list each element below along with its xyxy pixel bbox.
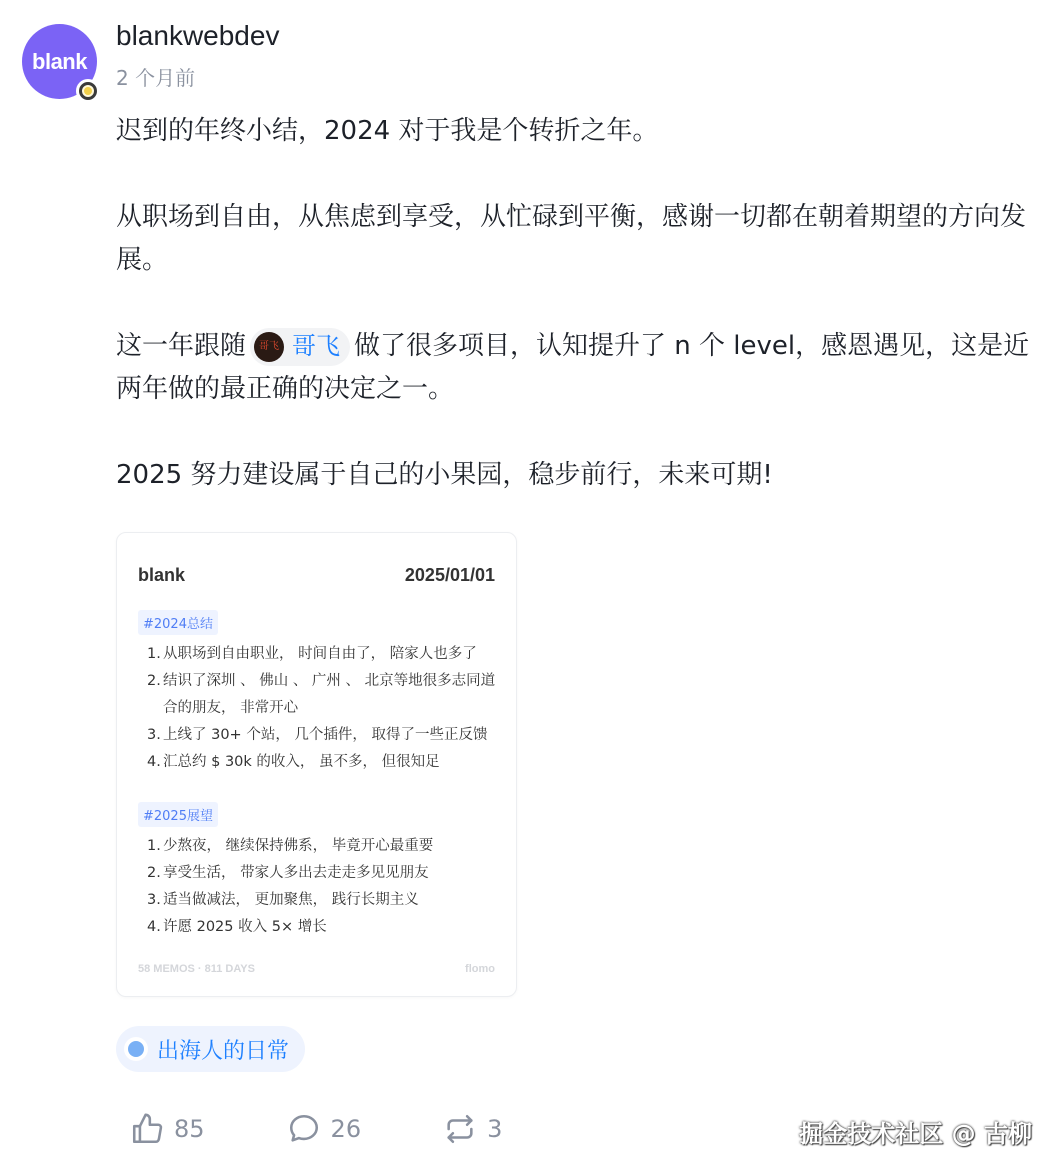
repost-count: 3 — [487, 1115, 503, 1143]
mention-name[interactable]: 哥飞 — [292, 332, 341, 360]
card-footer-stats: 58 MEMOS · 811 DAYS — [138, 963, 255, 975]
list-item: 1. 少熬夜， 继续保持佛系， 毕竟开心最重要 — [147, 838, 434, 854]
watermark: 掘金技术社区 @ 古柳 — [799, 1120, 1032, 1148]
card-footer — [138, 963, 495, 975]
list-item: 3. 上线了 30+ 个站， 几个插件， 取得了一些正反馈 — [147, 727, 488, 743]
list-item: 1. 从职场到自由职业， 时间自由了， 陪家人也多了 — [147, 646, 477, 662]
author-level-badge-icon — [76, 79, 100, 103]
card-list-2024 — [147, 641, 507, 776]
post-time: 2 个月前 — [116, 66, 196, 90]
card-footer-brand: flomo — [465, 963, 495, 975]
post-paragraph-3-after: 做了很多项目，认知提升了 n 个 level，感恩遇见，这是近两年做的最正确的决定之一。 — [116, 331, 1030, 404]
card-date: 2025/01/01 — [404, 565, 495, 585]
card-brand: blank — [138, 565, 186, 585]
topic-tag-button[interactable] — [116, 1026, 305, 1072]
comment-icon — [287, 1112, 321, 1146]
mention-avatar: 哥飞 — [254, 332, 284, 362]
card-tag-2024: #2024总结 — [138, 610, 218, 635]
user-mention[interactable] — [250, 328, 350, 366]
author-avatar-text: blank — [32, 48, 87, 74]
card-tag-2025: #2025展望 — [138, 802, 218, 827]
action-bar — [130, 1112, 584, 1146]
post-paragraph-4: 2025 努力建设属于自己的小果园，稳步前行，未来可期! — [116, 460, 773, 490]
post-paragraph-2: 从职场到自由，从焦虑到享受，从忙碌到平衡，感谢一切都在朝着期望的方向发展。 — [116, 202, 1027, 275]
post-paragraph-3-before: 这一年跟随 — [116, 331, 247, 361]
list-item: 2. 享受生活， 带家人多出去走走多见见朋友 — [147, 865, 429, 881]
repost-button[interactable] — [443, 1112, 502, 1146]
post-paragraph-3 — [116, 325, 1036, 411]
post-image-card[interactable] — [116, 532, 517, 997]
list-item: 2. 结识了深圳 、 佛山 、 广州 、 北京等地很多志同道合的朋友， 非常开心 — [147, 673, 496, 716]
post-paragraph-1: 迟到的年终小结，2024 对于我是个转折之年。 — [116, 116, 659, 146]
like-count: 85 — [174, 1115, 205, 1143]
topic-label: 出海人的日常 — [157, 1038, 290, 1064]
list-item: 4. 许愿 2025 收入 5× 增长 — [147, 919, 327, 935]
card-header — [138, 565, 495, 586]
card-list-2025 — [147, 833, 507, 941]
thumbs-up-icon — [130, 1112, 164, 1146]
comment-button[interactable] — [287, 1112, 362, 1146]
post-content — [116, 110, 1036, 540]
topic-icon — [124, 1037, 148, 1061]
list-item: 3. 适当做减法， 更加聚焦， 践行长期主义 — [147, 892, 419, 908]
author-username[interactable]: blankwebdev — [116, 20, 280, 51]
list-item: 4. 汇总约 $ 30k 的收入， 虽不多， 但很知足 — [147, 754, 440, 770]
repost-icon — [443, 1112, 477, 1146]
like-button[interactable] — [130, 1112, 205, 1146]
comment-count: 26 — [330, 1115, 362, 1143]
